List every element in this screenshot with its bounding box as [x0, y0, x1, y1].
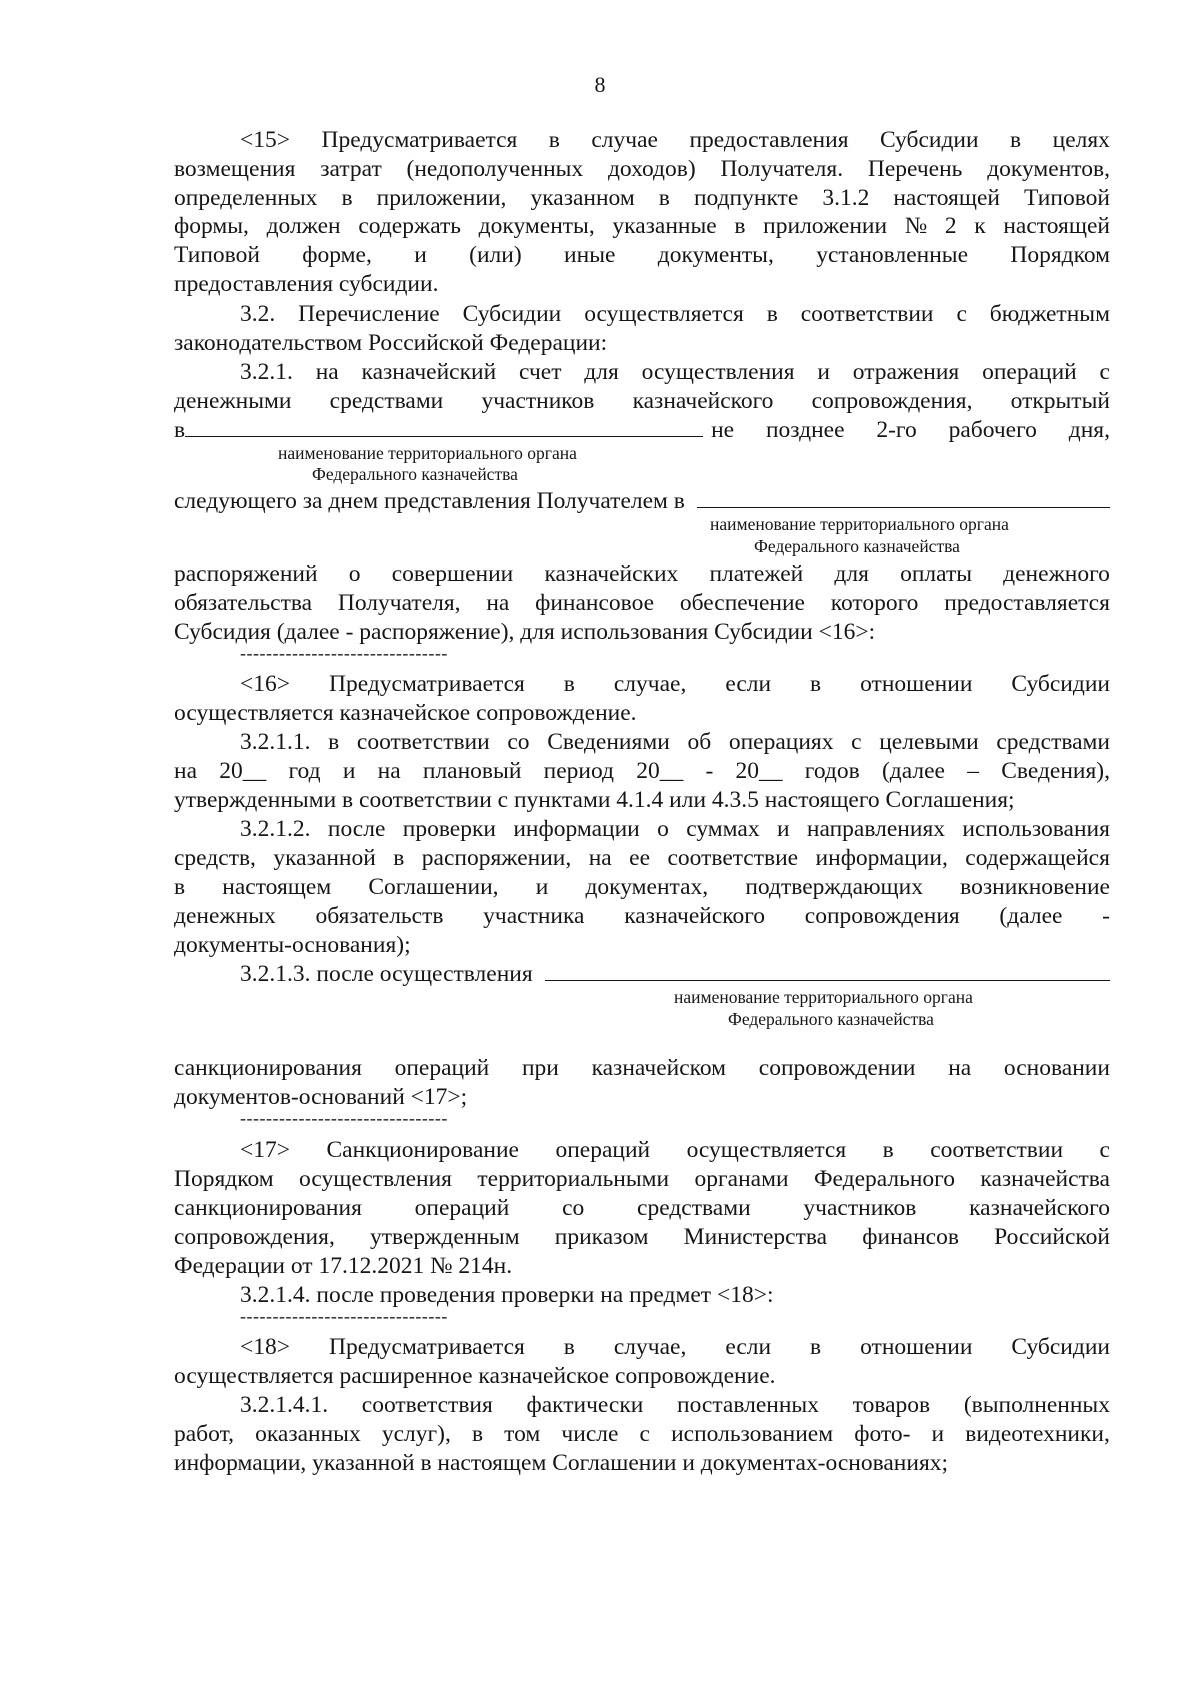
word: обеспечение: [679, 590, 805, 616]
word: Министерства: [683, 1224, 828, 1250]
fn15-line-2: [174, 153, 1110, 185]
word: отражения: [852, 359, 960, 385]
caption-3-line-1: наименование территориального органа: [674, 987, 973, 1007]
word: Российской: [994, 1224, 1110, 1250]
word: документов,: [987, 156, 1110, 182]
word: документы,: [657, 242, 774, 268]
word: и: [817, 359, 830, 385]
page-number: 8: [594, 72, 606, 97]
caption-2-line-2: Федерального казначейства: [754, 536, 960, 556]
p3212-line-3: [174, 871, 1110, 903]
word: 3.2.1.1.: [240, 729, 311, 755]
word: проверки: [402, 816, 496, 842]
p321-prefix: в: [174, 417, 186, 443]
word: если: [725, 1334, 772, 1360]
word: отношении: [860, 1334, 973, 1360]
word: на: [315, 359, 339, 385]
word: указанные: [612, 213, 717, 239]
word: дня,: [1068, 417, 1110, 443]
word: операциях: [728, 729, 834, 755]
word: фактически: [526, 1392, 644, 1418]
word: в: [658, 185, 670, 211]
word: случае,: [613, 671, 687, 697]
word: на: [588, 845, 612, 871]
word: указанной: [273, 845, 376, 871]
p32-line-2: законодательством Российской Федерации:: [174, 330, 608, 356]
word: подтверждающих: [745, 874, 923, 900]
word: казначейском: [591, 1055, 727, 1081]
word: иные: [564, 242, 616, 268]
word: на: [377, 758, 401, 784]
word: настоящем: [222, 874, 332, 900]
p321-rest-line-3: Субсидия (далее - распоряжение), для использования Субсидии <16>:: [174, 619, 876, 645]
caption-3-line-2: Федерального казначейства: [728, 1009, 934, 1029]
word: оказанных: [255, 1421, 361, 1447]
word: о: [657, 816, 669, 842]
word: установленные: [816, 242, 968, 268]
word: том: [504, 1421, 541, 1447]
word: 2-го: [876, 417, 917, 443]
p3213-rest-line-1: [174, 1052, 1110, 1084]
word: товаров: [852, 1392, 931, 1418]
blank-territorial-body-2: [697, 485, 1110, 508]
word: отношении: [860, 671, 973, 697]
word: казначейского: [632, 388, 774, 414]
word: Субсидии: [1011, 1334, 1110, 1360]
word: сопровождения,: [174, 1224, 335, 1250]
fn15-line-4: [174, 210, 1110, 242]
p3213-line: 3.2.1.3. после осуществления: [240, 958, 1110, 990]
word: органами: [694, 1166, 789, 1192]
word: возмещения: [174, 156, 296, 182]
p3212-line-4: [174, 900, 1110, 932]
fn15-line-5: [174, 239, 1110, 271]
word: (далее: [881, 758, 945, 784]
word: денежного: [1003, 561, 1110, 587]
footnote-separator-3: --------------------------------: [240, 1306, 448, 1326]
blank-territorial-body-1: [185, 414, 703, 437]
word: 20__: [735, 758, 783, 784]
word: использования: [962, 816, 1110, 842]
word: целевыми: [879, 729, 979, 755]
fn17-line-2: [174, 1163, 1110, 1195]
word: с: [956, 301, 967, 327]
word: казначейский: [361, 359, 497, 385]
word: числе: [561, 1421, 619, 1447]
word: со: [507, 729, 530, 755]
blank-territorial-body-3: [545, 958, 1110, 981]
word: и: [342, 758, 356, 784]
word: затрат: [320, 156, 382, 182]
word: (или): [469, 242, 522, 268]
word: соответствии: [356, 729, 490, 755]
word: утвержденным: [370, 1224, 520, 1250]
word: настоящей: [1003, 213, 1110, 239]
word: определенных: [174, 185, 318, 211]
word: операций: [394, 1055, 490, 1081]
word: поставленных: [677, 1392, 819, 1418]
word: при: [521, 1055, 559, 1081]
word: (далее: [999, 903, 1063, 929]
word: Предусматривается: [321, 127, 518, 153]
word: суммах: [686, 816, 760, 842]
p321-cont-line: следующего за днем представления Получателем в: [174, 485, 1110, 517]
word: денежных: [174, 903, 276, 929]
p3211-line-1: [240, 726, 1110, 758]
word: услуг),: [381, 1421, 451, 1447]
fn16-line-1: [240, 668, 1110, 700]
word: участника: [483, 903, 585, 929]
word: в: [548, 127, 560, 153]
word: содержать: [358, 213, 461, 239]
word: документах,: [585, 874, 709, 900]
word: подпункте: [693, 185, 799, 211]
word: фото-: [854, 1421, 911, 1447]
word: участников: [481, 388, 595, 414]
word: возникновение: [960, 874, 1110, 900]
word: казначейского: [969, 1195, 1110, 1221]
word: приказом: [554, 1224, 649, 1250]
word: Типовой: [1024, 185, 1110, 211]
word: целях: [1052, 127, 1110, 153]
word: 3.2.1.4.1.: [240, 1392, 329, 1418]
fn18-line-2: осуществляется расширенное казначейское сопровождение.: [174, 1363, 776, 1389]
word: финансов: [862, 1224, 959, 1250]
word: для: [834, 561, 869, 587]
word: к: [974, 213, 986, 239]
word: не: [711, 417, 735, 443]
word: в: [328, 729, 340, 755]
word: (выполненных: [963, 1392, 1110, 1418]
word: –: [967, 758, 979, 784]
word: на: [948, 1055, 972, 1081]
word: средствами: [329, 388, 444, 414]
word: в: [563, 671, 575, 697]
word: 3.2.1.2.: [240, 816, 311, 842]
fn16-line-2: осуществляется казначейское сопровождение.: [174, 700, 637, 726]
word: платежей: [709, 561, 804, 587]
word: Типовой: [174, 242, 260, 268]
word: санкционирования: [174, 1055, 362, 1081]
word: 3.1.2: [822, 185, 870, 211]
p32141-line-3: информации, указанной в настоящем Соглашении и документах-основаниях;: [174, 1450, 949, 1476]
fn15-line-1: [240, 124, 1110, 156]
p321-line-2: [174, 385, 1110, 417]
fn15-line-6: предоставления субсидии.: [174, 271, 439, 297]
footnote-separator-1: --------------------------------: [240, 643, 448, 663]
word: №: [904, 213, 928, 239]
word: в: [810, 671, 822, 697]
fn17-line-3: [174, 1192, 1110, 1224]
footnote-separator-2: --------------------------------: [240, 1108, 448, 1128]
p3213-rest-line-2: документов-оснований <17>;: [174, 1084, 468, 1110]
word: должен: [266, 213, 341, 239]
word: Получателя,: [337, 590, 461, 616]
word: сопровождения,: [811, 388, 973, 414]
word: <18>: [240, 1334, 291, 1360]
word: открытый: [1010, 388, 1110, 414]
fn17-line-5: Федерации от 17.12.2021 № 214н.: [174, 1253, 513, 1279]
word: операций: [982, 359, 1077, 385]
p3212-line-5: документы-основания);: [174, 932, 411, 958]
word: операций: [555, 1137, 651, 1163]
word: 3.2.1.: [240, 359, 293, 385]
word: бюджетным: [989, 301, 1110, 327]
word: которого: [830, 590, 919, 616]
word: приложении: [763, 213, 888, 239]
word: распоряжении,: [421, 845, 572, 871]
word: если: [725, 671, 772, 697]
word: соответствия: [361, 1392, 493, 1418]
word: сопровождения: [804, 903, 960, 929]
word: на: [174, 758, 198, 784]
word: об: [687, 729, 712, 755]
word: соответствие: [667, 845, 799, 871]
word: санкционирования: [174, 1195, 362, 1221]
word: указанном: [530, 185, 635, 211]
word: казначейства: [980, 1166, 1110, 1192]
fn17-line-1: [240, 1134, 1110, 1166]
caption-1-line-1: наименование территориального органа: [278, 443, 577, 463]
word: настоящей: [893, 185, 1000, 211]
p3211-line-3: утвержденными в соответствии с пунктами 4.1.4 или 4.3.5 настоящего Соглашения;: [174, 787, 1015, 813]
p3212-line-2: [174, 842, 1110, 874]
p321-rest-line-2: [174, 587, 1110, 619]
word: Порядком: [1010, 242, 1110, 268]
word: счет: [519, 359, 562, 385]
word: оплаты: [900, 561, 972, 587]
word: случае,: [613, 1334, 687, 1360]
word: основании: [1003, 1055, 1110, 1081]
word: Федерального: [813, 1166, 955, 1192]
word: <17>: [240, 1137, 291, 1163]
word: случае: [591, 127, 658, 153]
word: обязательств: [315, 903, 444, 929]
word: (недополученных: [406, 156, 584, 182]
p32141-line-2: [174, 1418, 1110, 1450]
word: 2: [944, 213, 957, 239]
word: соответствии: [800, 301, 934, 327]
word: приложении,: [376, 185, 507, 211]
word: на: [486, 590, 510, 616]
word: с: [639, 1421, 650, 1447]
word: Перечень: [867, 156, 963, 182]
word: участников: [803, 1195, 917, 1221]
word: осуществления: [641, 359, 795, 385]
word: казначейского: [624, 903, 766, 929]
word: видеотехники,: [965, 1421, 1110, 1447]
word: -: [1102, 903, 1110, 929]
word: годов: [804, 758, 860, 784]
word: осуществляется: [584, 301, 744, 327]
word: 3.2.: [240, 301, 276, 327]
word: сопровождении: [758, 1055, 916, 1081]
word: с: [1099, 1137, 1110, 1163]
word: форме,: [302, 242, 372, 268]
word: период: [543, 758, 615, 784]
word: 20__: [636, 758, 684, 784]
word: в: [471, 1421, 484, 1447]
word: <15>: [240, 127, 291, 153]
word: финансовое: [535, 590, 655, 616]
p3212-line-1: [240, 813, 1110, 845]
word: Перечисление: [298, 301, 440, 327]
fn18-line-1: [240, 1331, 1110, 1363]
word: доходов): [607, 156, 696, 182]
word: территориальными: [477, 1166, 670, 1192]
word: Субсидии: [879, 127, 979, 153]
p321-rest-line-1: [174, 558, 1110, 590]
word: с: [851, 729, 862, 755]
word: со: [562, 1195, 585, 1221]
p3214-line: 3.2.1.4. после проведения проверки на предмет <18>:: [240, 1282, 774, 1308]
word: содержащейся: [965, 845, 1110, 871]
word: в: [174, 874, 186, 900]
word: использованием: [671, 1421, 834, 1447]
word: ее: [629, 845, 651, 871]
word: формы,: [174, 213, 249, 239]
word: в: [810, 1334, 822, 1360]
p3211-line-2: [174, 755, 1110, 787]
word: распоряжений: [174, 561, 318, 587]
word: и: [776, 816, 790, 842]
p321-line-1: [240, 356, 1110, 388]
word: денежными: [174, 388, 292, 414]
word: совершении: [391, 561, 514, 587]
word: и: [535, 874, 549, 900]
word: Субсидии: [1011, 671, 1110, 697]
word: документы,: [478, 213, 595, 239]
word: -: [705, 758, 714, 784]
word: в: [766, 301, 778, 327]
word: о: [348, 561, 361, 587]
word: осуществления: [299, 1166, 452, 1192]
word: Сведения),: [1001, 758, 1110, 784]
word: средствами: [996, 729, 1110, 755]
word: и: [414, 242, 427, 268]
word: рабочего: [948, 417, 1037, 443]
word: работ,: [174, 1421, 234, 1447]
word: в: [882, 1137, 894, 1163]
word: соответствии: [930, 1137, 1064, 1163]
word: Санкционирование: [326, 1137, 519, 1163]
word: операций: [414, 1195, 510, 1221]
word: в: [563, 1334, 575, 1360]
word: плановый: [422, 758, 522, 784]
word: год: [288, 758, 321, 784]
p321-suffix: [703, 414, 1110, 446]
word: казначейских: [544, 561, 679, 587]
word: средствами: [637, 1195, 751, 1221]
word: осуществляется: [686, 1137, 847, 1163]
p32-line-1: [240, 298, 1110, 330]
word: в: [1010, 127, 1022, 153]
word: после: [327, 816, 386, 842]
word: для: [584, 359, 619, 385]
fn17-line-4: [174, 1221, 1110, 1253]
word: Получателя.: [720, 156, 844, 182]
caption-2-line-1: наименование территориального органа: [710, 514, 1009, 534]
word: средств,: [174, 845, 256, 871]
word: обязательства: [174, 590, 313, 616]
word: с: [1099, 359, 1110, 385]
caption-1-line-2: Федерального казначейства: [312, 464, 518, 484]
word: предоставления: [689, 127, 849, 153]
word: и: [931, 1421, 945, 1447]
word: Соглашении,: [368, 874, 499, 900]
word: позднее: [765, 417, 845, 443]
word: Предусматривается: [328, 1334, 525, 1360]
word: Предусматривается: [328, 671, 525, 697]
word: Субсидии: [462, 301, 562, 327]
p32141-line-1: [240, 1389, 1110, 1421]
word: в: [341, 185, 353, 211]
word: информации: [513, 816, 640, 842]
word: в: [393, 845, 405, 871]
word: Сведениями: [547, 729, 670, 755]
word: направлениях: [806, 816, 946, 842]
word: в: [734, 213, 746, 239]
word: информации,: [815, 845, 948, 871]
word: 20__: [219, 758, 267, 784]
word: <16>: [240, 671, 291, 697]
word: Порядком: [174, 1166, 274, 1192]
word: предоставляется: [944, 590, 1110, 616]
